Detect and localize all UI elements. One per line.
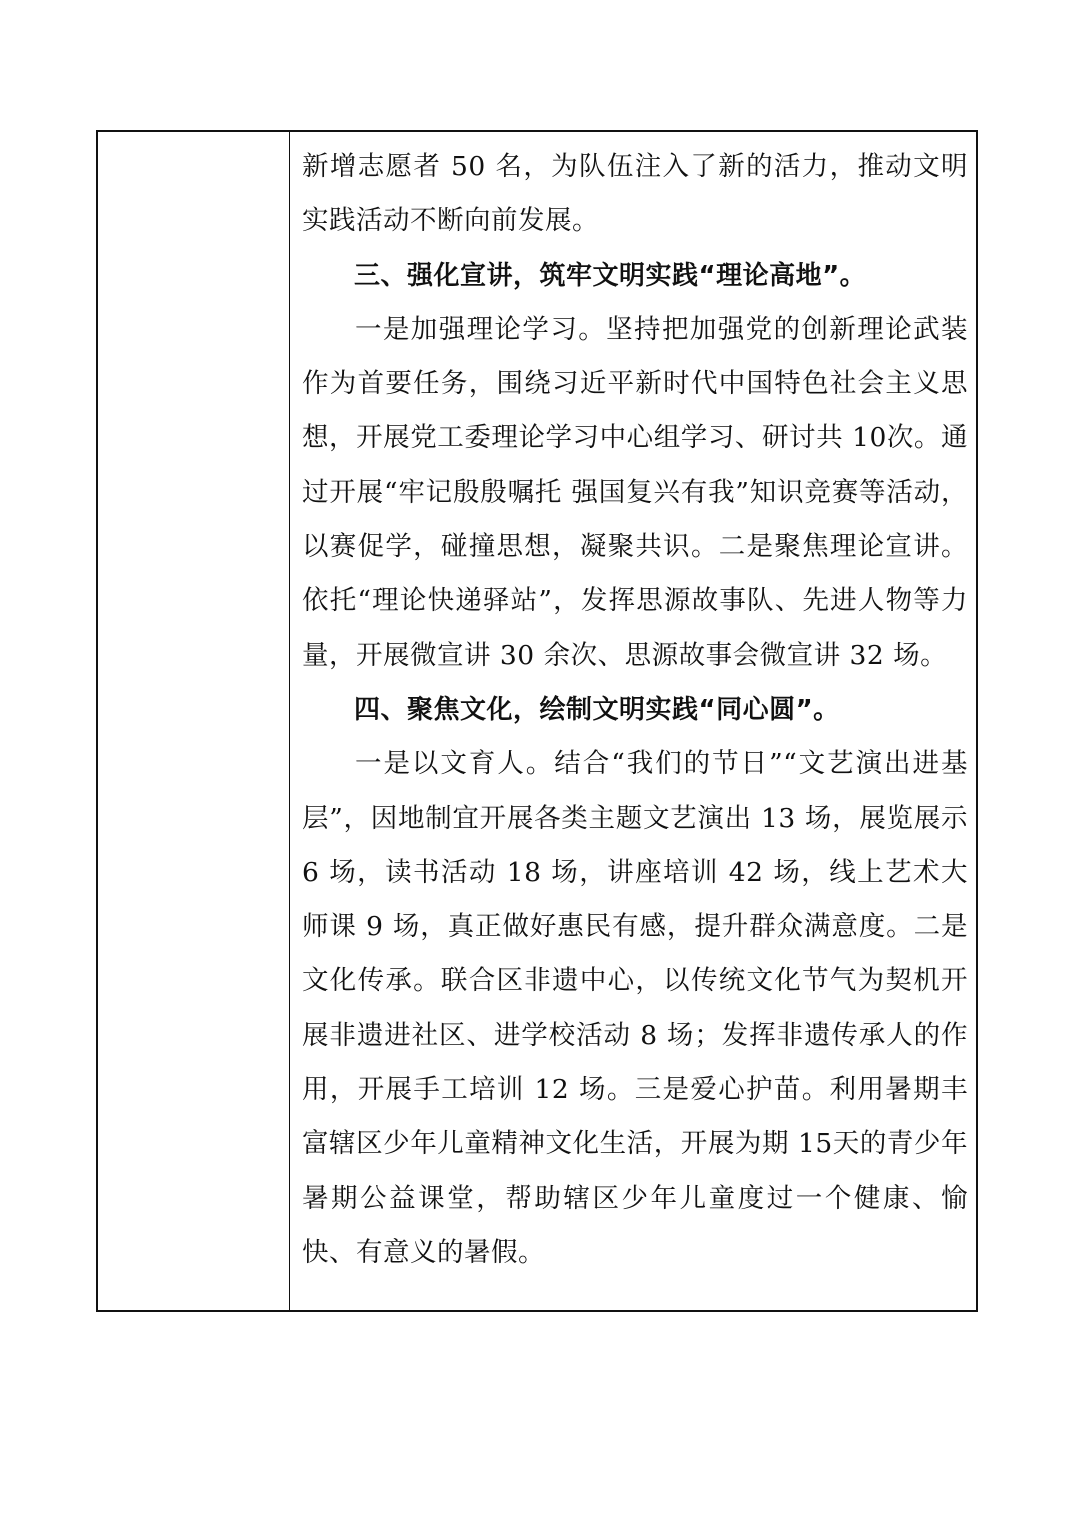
section-heading-three: 三、强化宣讲，筑牢文明实践“理论高地”。	[354, 260, 867, 291]
paragraph-culture: 一是以文育人。结合“我们的节日”“文艺演出进基层”，因地制宜开展各类主题文艺演出 13 场，展览展示 6 场，读书活动 18 场，讲座培训 42 场，线上艺术大师课 9 场，真正做好惠民有感，提升群众满意度。二是文化传承。联合区非遗中心，以传统文化节气为契机开展非遗进社区、进学校活动 8 场；发挥非遗传承人的作用，开展手工培训 12 场。三是爱心护苗。利用暑期丰富辖区少年儿童精神文化生活，开展为期 15天的青少年暑期公益课堂，帮助辖区少年儿童度过一个健康、愉快、有意义的暑假。	[302, 748, 968, 1268]
content-table	[96, 130, 978, 1312]
section-heading-four: 四、聚焦文化，绘制文明实践“同心圆”。	[354, 694, 840, 725]
paragraph-theory-study: 一是加强理论学习。坚持把加强党的创新理论武装作为首要任务，围绕习近平新时代中国特色社会主义思想，开展党工委理论学习中心组学习、研讨共 10次。通过开展“牢记殷殷嘱托 强国复兴有我”知识竞赛等活动，以赛促学，碰撞思想，凝聚共识。二是聚焦理论宣讲。依托“理论快递驿站”，发挥思源故事队、先进人物等力量，开展微宣讲 30 余次、思源故事会微宣讲 32 场。	[302, 313, 968, 671]
table-left-cell	[98, 132, 290, 1310]
table-right-cell	[290, 132, 976, 1310]
paragraph-continuation: 新增志愿者 50 名，为队伍注入了新的活力，推动文明实践活动不断向前发展。	[302, 151, 968, 237]
